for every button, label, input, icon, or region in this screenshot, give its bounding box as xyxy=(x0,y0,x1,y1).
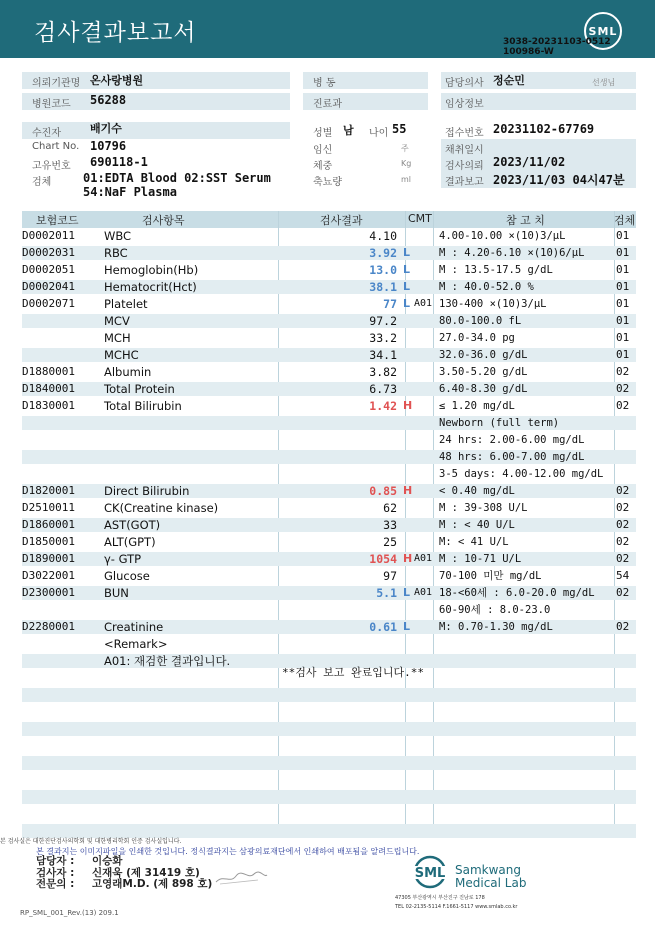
row-result: 0.61 xyxy=(369,620,397,634)
row-item: A01: 재검한 결과입니다. xyxy=(104,654,231,668)
row-ref: ≤ 1.20 mg/dL xyxy=(439,400,515,412)
row-code: D1860001 xyxy=(22,518,75,531)
row-spec: 01 xyxy=(616,263,630,276)
tester-name: 신재욱 (제 31419 호) xyxy=(92,867,200,879)
stamp-line1: 3038-20231103-0512 xyxy=(503,37,611,47)
row-result: 97.2 xyxy=(369,314,397,328)
urine-label: 축뇨량 xyxy=(313,177,342,188)
doctor-suffix: 선생님 xyxy=(592,78,616,87)
staff-name: 이승화 xyxy=(92,855,123,867)
age-value: 55 xyxy=(392,122,407,136)
row-result: 25 xyxy=(383,535,397,549)
chart-number: 10796 xyxy=(90,139,127,153)
ward-label: 병 동 xyxy=(313,78,336,89)
row-result: 62 xyxy=(383,501,397,515)
row-item: Direct Bilirubin xyxy=(104,484,190,498)
hospital-code: 56288 xyxy=(90,93,127,107)
row-result: 3.82 xyxy=(369,365,397,379)
document-id: RP_SML_001_Rev.(13) 209.1 xyxy=(20,909,119,917)
report-stamp xyxy=(503,37,611,57)
row-spec: 02 xyxy=(616,586,630,599)
row-item: Hemoglobin(Hb) xyxy=(104,263,199,277)
row-flag: L xyxy=(403,586,411,599)
row-result: 1.42 xyxy=(369,399,397,413)
company-address: 47305 부산광역시 부산진구 진남로 178 xyxy=(395,895,485,901)
row-item: Platelet xyxy=(104,297,148,311)
row-spec: 01 xyxy=(616,314,630,327)
row-item: WBC xyxy=(104,229,132,243)
row-item: MCH xyxy=(104,331,131,345)
chart-label: Chart No. xyxy=(32,141,80,152)
row-item: RBC xyxy=(104,246,128,260)
request-label: 검사의뢰 xyxy=(445,161,484,172)
report-date: 2023/11/03 04시47분 xyxy=(493,173,625,187)
row-flag: L xyxy=(403,263,411,276)
row-result: 33.2 xyxy=(369,331,397,345)
row-ref: 80.0-100.0 fL xyxy=(439,315,522,327)
row-band xyxy=(22,756,636,770)
clinical-label: 임상정보 xyxy=(445,99,484,110)
row-cmt: A01 xyxy=(414,587,433,598)
row-flag: L xyxy=(403,620,411,633)
fine-print: 본 검사실은 대한진단검사의학회 및 대한병리학회 인증 검사실입니다. xyxy=(0,838,182,845)
row-ref: M: < 41 U/L xyxy=(439,536,509,548)
weight-label: 체중 xyxy=(313,161,333,172)
report-header xyxy=(0,0,655,58)
row-item: Glucose xyxy=(104,569,150,583)
col-ref: 참 고 치 xyxy=(506,214,545,227)
row-spec: 02 xyxy=(616,382,630,395)
row-item: <Remark> xyxy=(104,637,168,651)
row-code: D2300001 xyxy=(22,586,75,599)
row-band xyxy=(22,722,636,736)
row-ref: 18-<60세 : 6.0-20.0 mg/dL xyxy=(439,587,595,599)
specimen-label: 검체 xyxy=(32,177,52,188)
dept-label: 진료과 xyxy=(313,99,342,110)
info-shade xyxy=(22,122,290,139)
row-result: 6.73 xyxy=(369,382,397,396)
row-item: Total Protein xyxy=(104,382,175,396)
row-ref: 32.0-36.0 g/dL xyxy=(439,349,528,361)
row-ref: M : 4.20-6.10 ×(10)6/μL xyxy=(439,247,585,259)
row-band xyxy=(22,790,636,804)
row-ref: M : 13.5-17.5 g/dL xyxy=(439,264,553,276)
row-spec: 02 xyxy=(616,535,630,548)
row-spec: 01 xyxy=(616,229,630,242)
row-spec: 01 xyxy=(616,297,630,310)
row-ref: 70-100 미만 mg/dL xyxy=(439,570,542,582)
samkwang-logo-text: SML xyxy=(414,866,446,881)
urine-unit: ml xyxy=(401,175,412,184)
specimen-line2: 54:NaF Plasma xyxy=(83,185,177,199)
company-line2: Medical Lab xyxy=(455,876,527,890)
col-item: 검사항목 xyxy=(142,214,185,227)
row-item: AST(GOT) xyxy=(104,518,161,532)
row-ref: 60-90세 : 8.0-23.0 xyxy=(439,604,551,616)
row-code: D3022001 xyxy=(22,569,75,582)
row-spec: 02 xyxy=(616,399,630,412)
hospital-label: 의뢰기관명 xyxy=(32,78,81,89)
preg-label: 임신 xyxy=(313,145,333,156)
row-cmt: A01 xyxy=(414,553,433,564)
row-flag: H xyxy=(403,399,413,412)
row-result: 34.1 xyxy=(369,348,397,362)
row-spec: 02 xyxy=(616,620,630,633)
age-label: 나이 xyxy=(369,128,389,139)
row-code: D1840001 xyxy=(22,382,75,395)
row-code: D1830001 xyxy=(22,399,75,412)
preg-unit: 주 xyxy=(401,144,409,153)
row-band xyxy=(22,688,636,702)
row-spec: 01 xyxy=(616,280,630,293)
results-table-header xyxy=(22,211,636,228)
sex-label: 성별 xyxy=(313,128,333,139)
row-result: 5.1 xyxy=(376,586,397,600)
tester-label: 검사자 : xyxy=(36,867,75,879)
row-spec: 02 xyxy=(616,484,630,497)
row-spec: 01 xyxy=(616,348,630,361)
patient-name: 배기수 xyxy=(90,122,122,135)
patient-id: 690118-1 xyxy=(90,155,148,169)
row-item: Hematocrit(Hct) xyxy=(104,280,197,294)
row-flag: L xyxy=(403,280,411,293)
row-result: 97 xyxy=(383,569,397,583)
col-spec: 검체 xyxy=(614,214,636,227)
row-result: 33 xyxy=(383,518,397,532)
row-item: Creatinine xyxy=(104,620,164,634)
image-notice: 본 결과지는 이미지파일을 인쇄한 것입니다. 정식결과지는 삼광의료재단에서 인쇄하여 배포됨을 알려드립니다. xyxy=(36,847,420,856)
row-ref: Newborn (full term) xyxy=(439,417,560,429)
specialist-label: 전문의 : xyxy=(36,878,75,890)
row-result: 4.10 xyxy=(369,229,397,243)
row-ref: 24 hrs: 2.00-6.00 mg/dL xyxy=(439,434,585,446)
row-ref: M: 0.70-1.30 mg/dL xyxy=(439,621,553,633)
row-code: D0002011 xyxy=(22,229,75,242)
row-item: Albumin xyxy=(104,365,152,379)
company-line1: Samkwang xyxy=(455,863,521,877)
stamp-line2: 100986-W xyxy=(503,47,554,57)
row-ref: M : 39-308 U/L xyxy=(439,502,528,514)
row-ref: M : 40.0-52.0 % xyxy=(439,281,534,293)
collect-label: 채취일시 xyxy=(445,145,484,156)
company-contact: TEL 02-2135-5114 F.1661-5117 www.smlab.co.kr xyxy=(395,904,518,910)
row-spec: 02 xyxy=(616,518,630,531)
row-code: D1890001 xyxy=(22,552,75,565)
row-ref: 3.50-5.20 g/dL xyxy=(439,366,528,378)
row-code: D0002031 xyxy=(22,246,75,259)
patient-label: 수진자 xyxy=(32,128,61,139)
row-ref: 130-400 ×(10)3/μL xyxy=(439,298,547,310)
row-spec: 02 xyxy=(616,365,630,378)
row-code: D2280001 xyxy=(22,620,75,633)
row-result: 3.92 xyxy=(369,246,397,260)
specimen-line1: 01:EDTA Blood 02:SST Serum xyxy=(83,171,271,185)
row-cmt: A01 xyxy=(414,298,433,309)
company-name xyxy=(455,864,526,890)
row-code: D1850001 xyxy=(22,535,75,548)
sex-value: 남 xyxy=(343,124,354,137)
row-result: 38.1 xyxy=(369,280,397,294)
recv-label: 접수번호 xyxy=(445,128,484,139)
id-label: 고유번호 xyxy=(32,161,71,172)
doctor-label: 담당의사 xyxy=(445,78,484,89)
row-item: γ- GTP xyxy=(104,552,142,566)
row-spec: 54 xyxy=(616,569,630,582)
doctor-name: 정순민 xyxy=(493,74,525,87)
row-ref: 4.00-10.00 ×(10)3/μL xyxy=(439,230,566,242)
row-flag: L xyxy=(403,246,411,259)
row-item: MCHC xyxy=(104,348,139,362)
staff-label: 담당자 : xyxy=(36,855,75,867)
row-item: BUN xyxy=(104,586,129,600)
request-date: 2023/11/02 xyxy=(493,155,566,169)
row-code: D2510011 xyxy=(22,501,75,514)
row-result: 1054 xyxy=(369,552,397,566)
row-ref: < 0.40 mg/dL xyxy=(439,485,515,497)
row-spec: 01 xyxy=(616,331,630,344)
row-result: 0.85 xyxy=(369,484,397,498)
row-ref: 3-5 days: 4.00-12.00 mg/dL xyxy=(439,468,604,480)
row-result: 77 xyxy=(383,297,397,311)
weight-unit: Kg xyxy=(401,159,412,168)
row-ref: 6.40-8.30 g/dL xyxy=(439,383,528,395)
row-code: D0002051 xyxy=(22,263,75,276)
report-label: 결과보고 xyxy=(445,177,484,188)
row-code: D1820001 xyxy=(22,484,75,497)
row-ref: M : < 40 U/L xyxy=(439,519,515,531)
col-cmt: CMT xyxy=(408,212,432,225)
row-result: 13.0 xyxy=(369,263,397,277)
row-item: Total Bilirubin xyxy=(104,399,182,413)
row-flag: H xyxy=(403,484,413,497)
row-ref: M : 10-71 U/L xyxy=(439,553,522,565)
row-spec: 01 xyxy=(616,246,630,259)
row-code: D1880001 xyxy=(22,365,75,378)
row-code: D0002041 xyxy=(22,280,75,293)
row-ref: 48 hrs: 6.00-7.00 mg/dL xyxy=(439,451,585,463)
recv-number: 20231102-67769 xyxy=(493,122,595,136)
samkwang-logo-icon xyxy=(405,855,455,889)
report-title: 검사결과보고서 xyxy=(34,20,197,46)
signature-scribble xyxy=(214,866,269,888)
row-spec: 02 xyxy=(616,552,630,565)
completion-text: **검사 보고 완료입니다.** xyxy=(282,666,424,679)
row-item: CK(Creatine kinase) xyxy=(104,501,219,515)
row-item: MCV xyxy=(104,314,130,328)
row-code: D0002071 xyxy=(22,297,75,310)
row-flag: H xyxy=(403,552,413,565)
col-code: 보험코드 xyxy=(36,214,79,227)
sml-logo-text: SML xyxy=(588,25,618,38)
hospcode-label: 병원코드 xyxy=(32,99,71,110)
row-ref: 27.0-34.0 pg xyxy=(439,332,515,344)
row-item: ALT(GPT) xyxy=(104,535,156,549)
specialist-name: 고영래M.D. (제 898 호) xyxy=(92,878,213,890)
col-result: 검사결과 xyxy=(320,214,363,227)
row-spec: 02 xyxy=(616,501,630,514)
hospital-name: 온사랑병원 xyxy=(90,74,144,87)
row-flag: L xyxy=(403,297,411,310)
